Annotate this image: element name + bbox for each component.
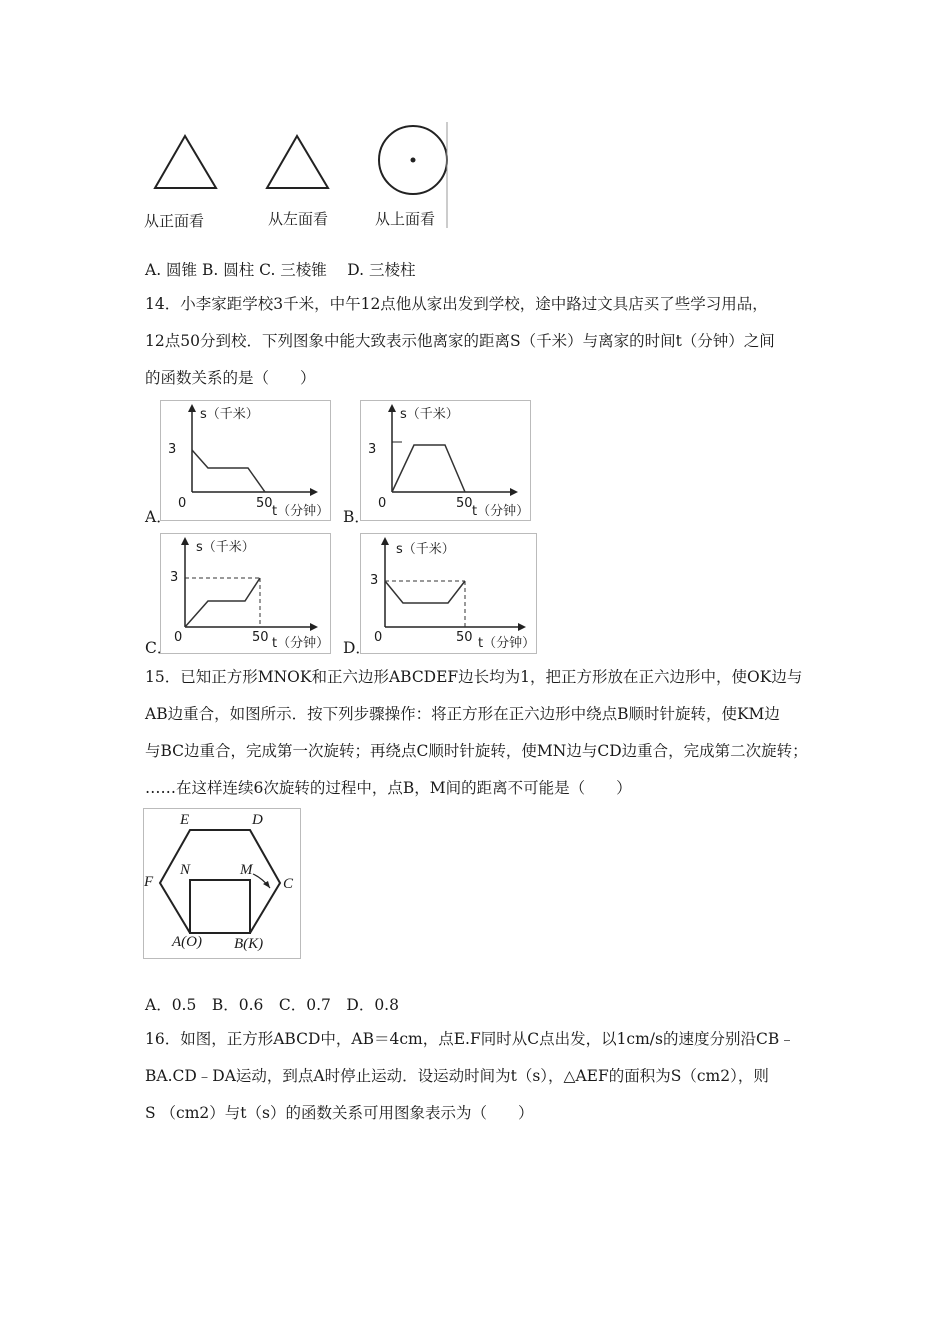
graph-a bbox=[160, 400, 335, 522]
q15-line-2: AB边重合，如图所示．按下列步骤操作：将正方形在正六边形中绕点B顺时针旋转，使KM边 bbox=[145, 705, 780, 723]
q14-line-1: 14．小李家距学校3千米，中午12点他从家出发到学校，途中路过文具店买了些学习用品， bbox=[145, 295, 768, 313]
left-view-triangle bbox=[267, 136, 328, 188]
graph-c-xlabel: t（分钟） bbox=[272, 636, 330, 651]
graph-a-origin: 0 bbox=[178, 496, 187, 511]
top-view-center-dot bbox=[411, 158, 416, 163]
graph-b-ytick: 3 bbox=[368, 442, 377, 457]
graph-a-curve bbox=[192, 450, 265, 492]
square-mnok bbox=[190, 880, 250, 933]
q15-line-3: 与BC边重合，完成第一次旋转；再绕点C顺时针旋转，使MN边与CD边重合，完成第二次旋转； bbox=[145, 742, 808, 760]
front-view-caption: 从正面看 bbox=[144, 212, 205, 230]
label-b-k: B(K) bbox=[234, 936, 264, 952]
q15-hexagon-svg bbox=[140, 808, 305, 963]
graph-d-ylabel: s（千米） bbox=[396, 542, 455, 557]
graph-c-curve bbox=[185, 578, 260, 627]
q15-hexagon-figure bbox=[140, 808, 305, 963]
graph-c-letter: C． bbox=[145, 639, 173, 657]
label-e: E bbox=[180, 812, 190, 828]
graph-c-xtick: 50 bbox=[252, 630, 269, 645]
label-f: F bbox=[144, 874, 154, 890]
label-d: D bbox=[252, 812, 263, 828]
graph-d-curve bbox=[385, 581, 465, 603]
graph-c-ylabel: s（千米） bbox=[196, 540, 255, 555]
graph-a-ytick: 3 bbox=[168, 442, 177, 457]
graph-c bbox=[160, 533, 335, 655]
graph-b-origin: 0 bbox=[378, 496, 387, 511]
graph-b-curve bbox=[392, 445, 465, 492]
q16-line-2: BA.CD﹣DA运动，到点A时停止运动．设运动时间为t（s），△AEF的面积为S（cm2），则 bbox=[145, 1067, 769, 1085]
graph-b bbox=[360, 400, 535, 522]
label-c: C bbox=[283, 876, 294, 892]
graph-d bbox=[360, 533, 540, 655]
q16-line-1: 16．如图，正方形ABCD中，AB＝4cm，点E.F同时从C点出发，以1cm/s的速度分别沿CB﹣ bbox=[145, 1030, 795, 1048]
q14-line-2: 12点50分到校．下列图象中能大致表示他离家的距离S（千米）与离家的时间t（分钟）之间 bbox=[145, 332, 775, 350]
graph-b-xtick: 50 bbox=[456, 496, 473, 511]
label-n: N bbox=[180, 862, 191, 878]
graph-d-letter: D． bbox=[343, 639, 371, 657]
q13-views-figure bbox=[140, 118, 460, 233]
graph-d-xlabel: t（分钟） bbox=[478, 636, 536, 651]
front-view-triangle bbox=[155, 136, 216, 188]
q15-line-4: ……在这样连续6次旋转的过程中，点B，M间的距离不可能是（ ） bbox=[145, 779, 632, 797]
q13-options: A. 圆锥 B. 圆柱 C. 三棱锥 D. 三棱柱 bbox=[145, 261, 416, 279]
graph-c-ytick: 3 bbox=[170, 570, 179, 585]
graph-c-origin: 0 bbox=[174, 630, 183, 645]
graph-a-xtick: 50 bbox=[256, 496, 273, 511]
graph-d-ytick: 3 bbox=[370, 573, 379, 588]
graph-d-xtick: 50 bbox=[456, 630, 473, 645]
graph-a-ylabel: s（千米） bbox=[200, 407, 259, 422]
graph-b-xlabel: t（分钟） bbox=[472, 504, 530, 519]
graph-d-origin: 0 bbox=[374, 630, 383, 645]
graph-a-letter: A． bbox=[145, 508, 172, 526]
q15-line-1: 15．已知正方形MNOK和正六边形ABCDEF边长均为1，把正方形放在正六边形中，使OK边与 bbox=[145, 668, 803, 686]
left-view-caption: 从左面看 bbox=[268, 210, 329, 228]
hexagon-abcdef bbox=[160, 830, 280, 933]
graph-b-letter: B． bbox=[343, 508, 370, 526]
q14-line-3: 的函数关系的是（ ） bbox=[145, 369, 316, 387]
top-view-caption: 从上面看 bbox=[375, 210, 436, 228]
q15-options: A．0.5 B．0.6 C．0.7 D．0.8 bbox=[145, 996, 399, 1014]
label-m: M bbox=[240, 862, 253, 878]
graph-a-xlabel: t（分钟） bbox=[272, 504, 330, 519]
label-a-o: A(O) bbox=[172, 934, 202, 950]
q16-line-3: S （cm2）与t（s）的函数关系可用图象表示为（ ） bbox=[145, 1104, 534, 1122]
graph-b-ylabel: s（千米） bbox=[400, 407, 459, 422]
